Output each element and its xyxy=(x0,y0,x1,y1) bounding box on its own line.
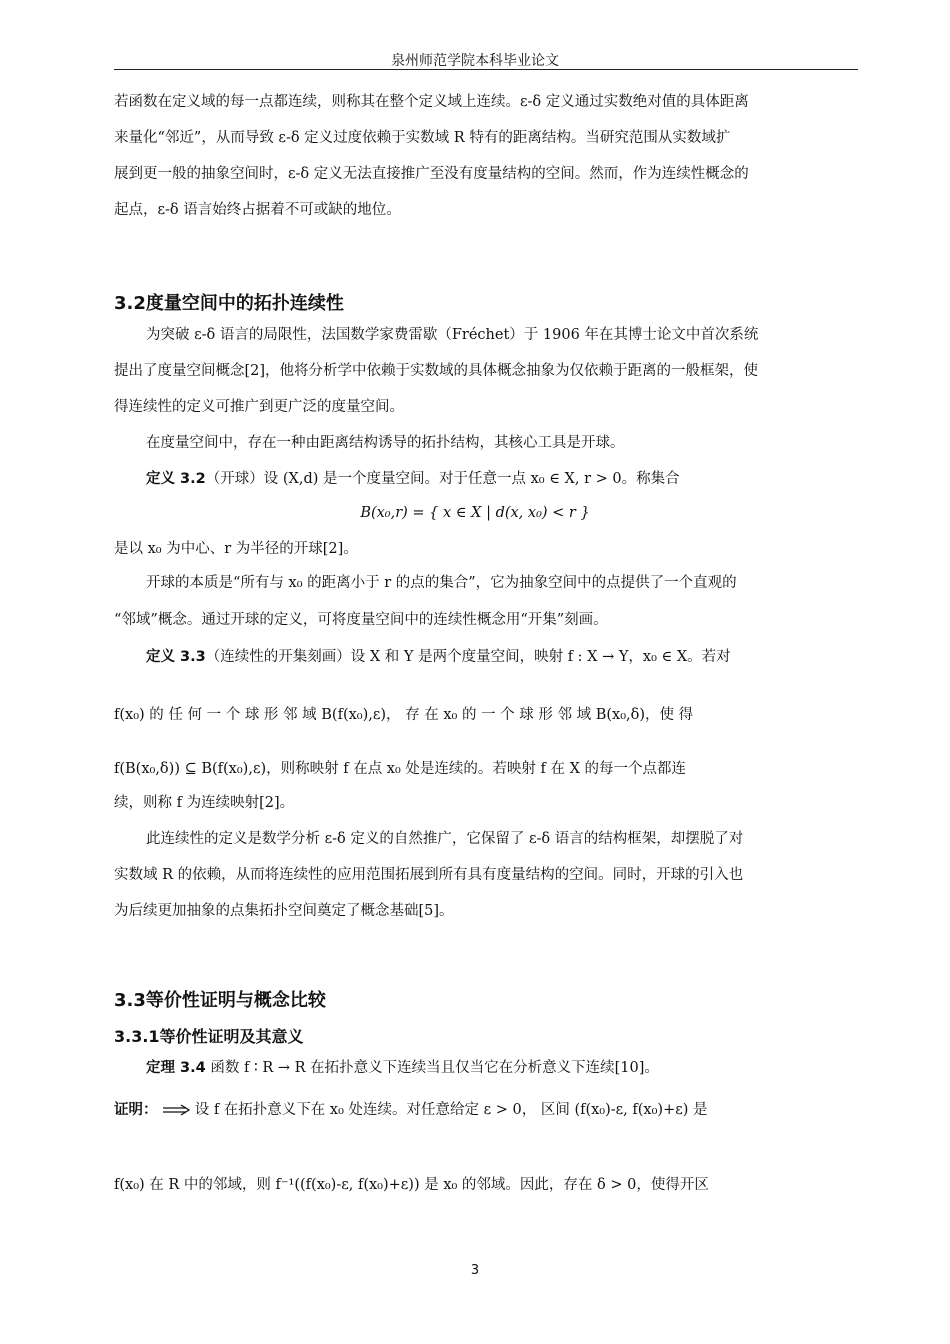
header-rule xyxy=(114,69,858,70)
definition-3-2-label: 定义 3.2 xyxy=(146,471,206,487)
theorem-3-4-text: 函数 f ∶ R → R 在拓扑意义下连续当且仅当它在分析意义下连续[10]。 xyxy=(210,1060,659,1076)
definition-3-3-text: （连续性的开集刻画）设 X 和 Y 是两个度量空间，映射 f : X → Y，x₀ ∈ X。若对 xyxy=(205,649,731,665)
definition-3-2-text: （开球）设 (X,d) 是一个度量空间。对于任意一点 x₀ ∈ X, r > 0。称集合 xyxy=(205,471,680,487)
intro-line-1: 若函数在定义域的每一点都连续，则称其在整个定义域上连续。ε-δ 定义通过实数绝对值的具体距离 xyxy=(114,94,749,110)
para3-line-2: “邻域”概念。通过开球的定义，可将度量空间中的连续性概念用“开集”刻画。 xyxy=(114,612,608,628)
section-heading-3-2: 3.2度量空间中的拓扑连续性 xyxy=(114,293,344,314)
definition-3-2-end: 是以 x₀ 为中心、r 为半径的开球[2]。 xyxy=(114,541,358,557)
theorem-3-4 xyxy=(146,1058,858,1078)
definition-3-3-line-2: f(x₀) 的 任 何 一 个 球 形 邻 域 B(f(x₀),ε)， 存 在 x₀ 的 一 个 球 形 邻 域 B(x₀,δ)，使 得 xyxy=(114,707,694,723)
definition-3-2 xyxy=(146,469,858,489)
para3-line-1: 开球的本质是“所有与 x₀ 的距离小于 r 的点的集合”，它为抽象空间中的点提供了一个直观的 xyxy=(146,575,737,591)
subsection-heading-3-3-1: 3.3.1等价性证明及其意义 xyxy=(114,1027,304,1046)
theorem-3-4-label: 定理 3.4 xyxy=(146,1060,206,1076)
definition-3-3-line-4: 续，则称 f 为连续映射[2]。 xyxy=(114,795,295,811)
proof-label: 证明： xyxy=(114,1102,158,1118)
proof-text-1: 设 f 在拓扑意义下在 x₀ 处连续。对任意给定 ε > 0， 区间 (f(x₀)-ε, f(x₀)+ε) 是 xyxy=(194,1102,708,1118)
para4-line-1: 此连续性的定义是数学分析 ε-δ 定义的自然推广，它保留了 ε-δ 语言的结构框架，却摆脱了对 xyxy=(146,831,744,847)
section-heading-3-3: 3.3等价性证明与概念比较 xyxy=(114,990,326,1011)
intro-line-4: 起点，ε-δ 语言始终占据着不可或缺的地位。 xyxy=(114,202,401,218)
intro-line-3: 展到更一般的抽象空间时，ε-δ 定义无法直接推广至没有度量结构的空间。然而，作为连续性概念的 xyxy=(114,166,749,182)
para1-line-3: 得连续性的定义可推广到更广泛的度量空间。 xyxy=(114,399,404,415)
definition-3-3-line-1 xyxy=(146,647,858,667)
para1-line-2: 提出了度量空间概念[2]，他将分析学中依赖于实数域的具体概念抽象为仅依赖于距离的一般框架，使 xyxy=(114,363,759,379)
proof-line-1 xyxy=(114,1100,858,1120)
para2-line: 在度量空间中，存在一种由距离结构诱导的拓扑结构，其核心工具是开球。 xyxy=(146,435,625,451)
para4-line-2: 实数域 R 的依赖，从而将连续性的应用范围拓展到所有具有度量结构的空间。同时，开球的引入也 xyxy=(114,867,744,883)
definition-3-3-label: 定义 3.3 xyxy=(146,649,206,665)
page-number: 3 xyxy=(470,1263,480,1278)
proof-line-2: f(x₀) 在 R 中的邻域，则 f⁻¹((f(x₀)-ε, f(x₀)+ε)) 是 x₀ 的邻域。因此，存在 δ > 0，使得开区 xyxy=(114,1177,709,1193)
implies-arrow-icon xyxy=(162,1104,190,1116)
para4-line-3: 为后续更加抽象的点集拓扑空间奠定了概念基础[5]。 xyxy=(114,903,454,919)
running-header: 泉州师范学院本科毕业论文 xyxy=(391,53,559,69)
definition-3-3-line-3: f(B(x₀,δ)) ⊆ B(f(x₀),ε)，则称映射 f 在点 x₀ 处是连续的。若映射 f 在 X 的每一个点都连 xyxy=(114,761,687,777)
open-ball-formula: B(x₀,r) = { x ∈ X | d(x, x₀) < r } xyxy=(360,505,590,521)
para1-line-1: 为突破 ε-δ 语言的局限性，法国数学家费雷歇（Fréchet）于 1906 年在其博士论文中首次系统 xyxy=(146,327,759,343)
intro-line-2: 来量化“邻近”，从而导致 ε-δ 定义过度依赖于实数域 R 特有的距离结构。当研究范围从实数域扩 xyxy=(114,130,731,146)
